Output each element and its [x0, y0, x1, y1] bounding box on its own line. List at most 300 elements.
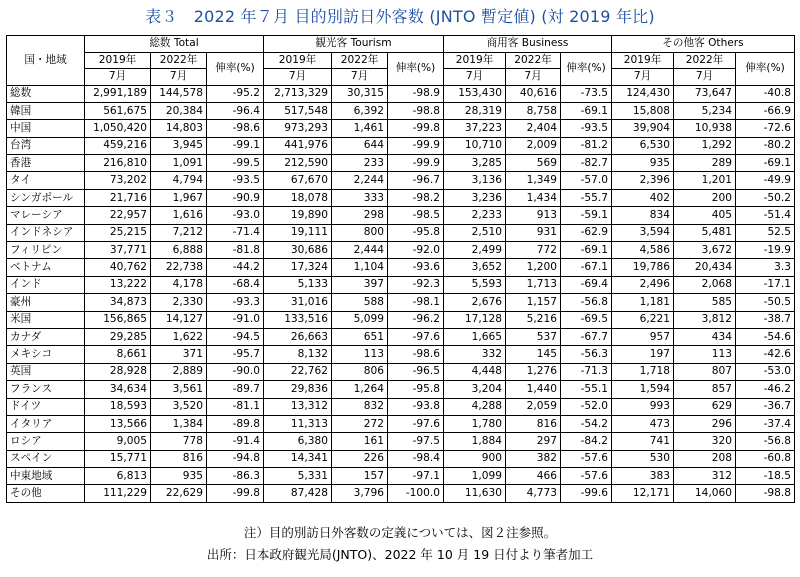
value-cell: 289 — [674, 155, 736, 172]
value-cell: 8,758 — [506, 102, 561, 119]
value-cell: 1,434 — [506, 189, 561, 206]
table-row — [7, 137, 795, 154]
value-cell: -57.6 — [561, 450, 612, 467]
value-cell: -91.4 — [207, 433, 264, 450]
region-header: 国・地域 — [7, 36, 85, 86]
value-cell: 2,444 — [332, 242, 388, 259]
value-cell: 2,009 — [506, 137, 561, 154]
value-cell: 216,810 — [85, 155, 151, 172]
value-cell: -99.8 — [388, 120, 444, 137]
month-header: 7月 — [444, 69, 506, 86]
value-cell: 1,091 — [151, 155, 207, 172]
table-row — [7, 468, 795, 485]
region-cell: シンガポール — [7, 189, 85, 206]
value-cell: -56.3 — [561, 346, 612, 363]
value-cell: -18.5 — [736, 468, 795, 485]
value-cell: -67.7 — [561, 328, 612, 345]
value-cell: 569 — [506, 155, 561, 172]
value-cell: 37,771 — [85, 242, 151, 259]
value-cell: -92.0 — [388, 242, 444, 259]
value-cell: 5,216 — [506, 311, 561, 328]
visitor-table — [6, 35, 795, 503]
value-cell: 537 — [506, 328, 561, 345]
value-cell: 405 — [674, 207, 736, 224]
value-cell: 585 — [674, 294, 736, 311]
value-cell: 18,078 — [264, 189, 332, 206]
value-cell: -98.2 — [388, 189, 444, 206]
year-header: 2019年 — [612, 52, 674, 69]
value-cell: 957 — [612, 328, 674, 345]
value-cell: -50.5 — [736, 294, 795, 311]
value-cell: 5,133 — [264, 276, 332, 293]
value-cell: 6,392 — [332, 102, 388, 119]
value-cell: 19,890 — [264, 207, 332, 224]
value-cell: 402 — [612, 189, 674, 206]
value-cell: 4,288 — [444, 398, 506, 415]
value-cell: 857 — [674, 381, 736, 398]
value-cell: 233 — [332, 155, 388, 172]
value-cell: 87,428 — [264, 485, 332, 502]
value-cell: 434 — [674, 328, 736, 345]
table-row — [7, 276, 795, 293]
value-cell: 935 — [612, 155, 674, 172]
value-cell: 15,771 — [85, 450, 151, 467]
table-row — [7, 259, 795, 276]
value-cell: 2,396 — [612, 172, 674, 189]
value-cell: -50.2 — [736, 189, 795, 206]
value-cell: 30,686 — [264, 242, 332, 259]
value-cell: -40.8 — [736, 85, 795, 102]
value-cell: 4,794 — [151, 172, 207, 189]
table-row — [7, 311, 795, 328]
value-cell: 973,293 — [264, 120, 332, 137]
table-row — [7, 381, 795, 398]
table-row — [7, 224, 795, 241]
value-cell: 17,324 — [264, 259, 332, 276]
value-cell: 6,530 — [612, 137, 674, 154]
value-cell: 34,634 — [85, 381, 151, 398]
value-cell: 13,222 — [85, 276, 151, 293]
value-cell: -69.1 — [736, 155, 795, 172]
value-cell: 29,285 — [85, 328, 151, 345]
value-cell: 3,594 — [612, 224, 674, 241]
value-cell: -62.9 — [561, 224, 612, 241]
value-cell: 22,629 — [151, 485, 207, 502]
value-cell: 2,068 — [674, 276, 736, 293]
value-cell: 1,461 — [332, 120, 388, 137]
month-header: 7月 — [506, 69, 561, 86]
value-cell: 651 — [332, 328, 388, 345]
value-cell: 1,718 — [612, 363, 674, 380]
value-cell: 40,762 — [85, 259, 151, 276]
value-cell: -95.8 — [388, 381, 444, 398]
value-cell: 3,136 — [444, 172, 506, 189]
value-cell: 145 — [506, 346, 561, 363]
value-cell: -99.9 — [388, 155, 444, 172]
value-cell: -69.4 — [561, 276, 612, 293]
value-cell: -49.9 — [736, 172, 795, 189]
value-cell: 332 — [444, 346, 506, 363]
region-cell: 台湾 — [7, 137, 85, 154]
value-cell: -71.3 — [561, 363, 612, 380]
value-cell: 816 — [151, 450, 207, 467]
value-cell: 6,813 — [85, 468, 151, 485]
table-body — [7, 85, 795, 502]
value-cell: 3,520 — [151, 398, 207, 415]
value-cell: 834 — [612, 207, 674, 224]
year-header: 2022年 — [332, 52, 388, 69]
value-cell: 156,865 — [85, 311, 151, 328]
region-cell: ロシア — [7, 433, 85, 450]
group-header-others: その他客 Others — [612, 36, 795, 53]
value-cell: 3,561 — [151, 381, 207, 398]
value-cell: 37,223 — [444, 120, 506, 137]
region-cell: イタリア — [7, 415, 85, 432]
value-cell: 4,586 — [612, 242, 674, 259]
value-cell: 29,836 — [264, 381, 332, 398]
value-cell: -99.1 — [207, 137, 264, 154]
value-cell: 900 — [444, 450, 506, 467]
value-cell: 25,215 — [85, 224, 151, 241]
value-cell: 20,384 — [151, 102, 207, 119]
value-cell: 197 — [612, 346, 674, 363]
value-cell: 1,099 — [444, 468, 506, 485]
value-cell: 40,616 — [506, 85, 561, 102]
value-cell: 7,212 — [151, 224, 207, 241]
value-cell: 200 — [674, 189, 736, 206]
value-cell: 3,812 — [674, 311, 736, 328]
month-header: 7月 — [85, 69, 151, 86]
table-row — [7, 398, 795, 415]
value-cell: -86.3 — [207, 468, 264, 485]
value-cell: 8,661 — [85, 346, 151, 363]
value-cell: 73,647 — [674, 85, 736, 102]
value-cell: -37.4 — [736, 415, 795, 432]
region-cell: 英国 — [7, 363, 85, 380]
region-cell: 中国 — [7, 120, 85, 137]
value-cell: 2,991,189 — [85, 85, 151, 102]
group-header-total: 総数 Total — [85, 36, 264, 53]
value-cell: 39,904 — [612, 120, 674, 137]
value-cell: 561,675 — [85, 102, 151, 119]
value-cell: 312 — [674, 468, 736, 485]
value-cell: 1,157 — [506, 294, 561, 311]
value-cell: -57.6 — [561, 468, 612, 485]
value-cell: 3.3 — [736, 259, 795, 276]
value-cell: 2,496 — [612, 276, 674, 293]
table-row — [7, 155, 795, 172]
value-cell: 67,670 — [264, 172, 332, 189]
value-cell: 298 — [332, 207, 388, 224]
value-cell: 144,578 — [151, 85, 207, 102]
value-cell: -96.2 — [388, 311, 444, 328]
value-cell: 466 — [506, 468, 561, 485]
value-cell: 371 — [151, 346, 207, 363]
value-cell: -80.2 — [736, 137, 795, 154]
value-cell: 212,590 — [264, 155, 332, 172]
value-cell: -66.9 — [736, 102, 795, 119]
value-cell: 28,319 — [444, 102, 506, 119]
table-row — [7, 485, 795, 502]
table-row — [7, 328, 795, 345]
value-cell: -96.4 — [207, 102, 264, 119]
month-header: 7月 — [332, 69, 388, 86]
region-cell: タイ — [7, 172, 85, 189]
value-cell: 1,665 — [444, 328, 506, 345]
month-header: 7月 — [612, 69, 674, 86]
value-cell: -98.1 — [388, 294, 444, 311]
value-cell: -99.8 — [207, 485, 264, 502]
value-cell: -89.8 — [207, 415, 264, 432]
value-cell: -98.8 — [736, 485, 795, 502]
value-cell: 3,204 — [444, 381, 506, 398]
value-cell: 2,404 — [506, 120, 561, 137]
value-cell: 1,349 — [506, 172, 561, 189]
value-cell: -51.4 — [736, 207, 795, 224]
value-cell: 6,380 — [264, 433, 332, 450]
value-cell: -93.3 — [207, 294, 264, 311]
value-cell: 6,221 — [612, 311, 674, 328]
value-cell: 15,808 — [612, 102, 674, 119]
region-cell: その他 — [7, 485, 85, 502]
value-cell: 6,888 — [151, 242, 207, 259]
value-cell: 1,276 — [506, 363, 561, 380]
value-cell: 3,796 — [332, 485, 388, 502]
value-cell: -89.7 — [207, 381, 264, 398]
region-cell: フランス — [7, 381, 85, 398]
rate-header: 伸率(%) — [736, 52, 795, 85]
region-cell: カナダ — [7, 328, 85, 345]
value-cell: -90.0 — [207, 363, 264, 380]
value-cell: -57.0 — [561, 172, 612, 189]
value-cell: 19,786 — [612, 259, 674, 276]
rate-header: 伸率(%) — [207, 52, 264, 85]
value-cell: 1,181 — [612, 294, 674, 311]
value-cell: 17,128 — [444, 311, 506, 328]
value-cell: 1,440 — [506, 381, 561, 398]
value-cell: -95.7 — [207, 346, 264, 363]
value-cell: -53.0 — [736, 363, 795, 380]
value-cell: -73.5 — [561, 85, 612, 102]
value-cell: -98.5 — [388, 207, 444, 224]
value-cell: 10,938 — [674, 120, 736, 137]
value-cell: -54.2 — [561, 415, 612, 432]
value-cell: 30,315 — [332, 85, 388, 102]
value-cell: 1,622 — [151, 328, 207, 345]
value-cell: 3,652 — [444, 259, 506, 276]
group-header-business: 商用客 Business — [444, 36, 612, 53]
value-cell: 34,873 — [85, 294, 151, 311]
value-cell: -92.3 — [388, 276, 444, 293]
value-cell: -97.5 — [388, 433, 444, 450]
value-cell: -82.7 — [561, 155, 612, 172]
region-cell: インドネシア — [7, 224, 85, 241]
value-cell: 530 — [612, 450, 674, 467]
value-cell: 2,330 — [151, 294, 207, 311]
region-cell: 米国 — [7, 311, 85, 328]
value-cell: 1,384 — [151, 415, 207, 432]
value-cell: 2,713,329 — [264, 85, 332, 102]
value-cell: -93.5 — [207, 172, 264, 189]
table-row — [7, 294, 795, 311]
value-cell: 5,331 — [264, 468, 332, 485]
value-cell: -99.6 — [561, 485, 612, 502]
value-cell: 931 — [506, 224, 561, 241]
value-cell: -68.4 — [207, 276, 264, 293]
value-cell: 1,616 — [151, 207, 207, 224]
table-row — [7, 433, 795, 450]
table-row — [7, 120, 795, 137]
value-cell: 4,178 — [151, 276, 207, 293]
value-cell: 111,229 — [85, 485, 151, 502]
month-header: 7月 — [264, 69, 332, 86]
value-cell: 806 — [332, 363, 388, 380]
value-cell: -96.7 — [388, 172, 444, 189]
value-cell: 161 — [332, 433, 388, 450]
region-cell: ベトナム — [7, 259, 85, 276]
value-cell: -46.2 — [736, 381, 795, 398]
value-cell: 14,803 — [151, 120, 207, 137]
value-cell: -38.7 — [736, 311, 795, 328]
value-cell: 12,171 — [612, 485, 674, 502]
value-cell: -97.1 — [388, 468, 444, 485]
value-cell: 10,710 — [444, 137, 506, 154]
value-cell: 4,448 — [444, 363, 506, 380]
value-cell: 741 — [612, 433, 674, 450]
value-cell: 8,132 — [264, 346, 332, 363]
region-cell: 豪州 — [7, 294, 85, 311]
value-cell: 1,292 — [674, 137, 736, 154]
value-cell: 113 — [674, 346, 736, 363]
value-cell: 153,430 — [444, 85, 506, 102]
value-cell: -93.0 — [207, 207, 264, 224]
value-cell: 2,499 — [444, 242, 506, 259]
value-cell: 644 — [332, 137, 388, 154]
value-cell: -42.6 — [736, 346, 795, 363]
value-cell: 22,738 — [151, 259, 207, 276]
value-cell: 272 — [332, 415, 388, 432]
region-cell: 中東地域 — [7, 468, 85, 485]
table-row — [7, 85, 795, 102]
value-cell: 778 — [151, 433, 207, 450]
rate-header: 伸率(%) — [561, 52, 612, 85]
value-cell: 1,780 — [444, 415, 506, 432]
region-cell: フィリピン — [7, 242, 85, 259]
region-cell: マレーシア — [7, 207, 85, 224]
value-cell: 14,341 — [264, 450, 332, 467]
value-cell: 124,430 — [612, 85, 674, 102]
value-cell: 2,233 — [444, 207, 506, 224]
footnotes — [0, 522, 800, 566]
year-header: 2022年 — [151, 52, 207, 69]
value-cell: 113 — [332, 346, 388, 363]
value-cell: 297 — [506, 433, 561, 450]
value-cell: -94.5 — [207, 328, 264, 345]
value-cell: -56.8 — [561, 294, 612, 311]
rate-header: 伸率(%) — [388, 52, 444, 85]
value-cell: 1,201 — [674, 172, 736, 189]
value-cell: 3,285 — [444, 155, 506, 172]
value-cell: 5,099 — [332, 311, 388, 328]
value-cell: -95.2 — [207, 85, 264, 102]
value-cell: -96.5 — [388, 363, 444, 380]
table-row — [7, 415, 795, 432]
region-cell: メキシコ — [7, 346, 85, 363]
year-header: 2022年 — [674, 52, 736, 69]
value-cell: -98.9 — [388, 85, 444, 102]
region-cell: ドイツ — [7, 398, 85, 415]
value-cell: 441,976 — [264, 137, 332, 154]
value-cell: 993 — [612, 398, 674, 415]
value-cell: 1,967 — [151, 189, 207, 206]
footnote-source: 出所：日本政府観光局(JNTO)、2022 年 10 月 19 日付より筆者加工 — [206, 547, 594, 562]
value-cell: 816 — [506, 415, 561, 432]
table-row — [7, 363, 795, 380]
table-row — [7, 207, 795, 224]
value-cell: -97.6 — [388, 415, 444, 432]
value-cell: -81.1 — [207, 398, 264, 415]
value-cell: 1,050,420 — [85, 120, 151, 137]
month-header: 7月 — [674, 69, 736, 86]
value-cell: -94.8 — [207, 450, 264, 467]
value-cell: -36.7 — [736, 398, 795, 415]
value-cell: -59.1 — [561, 207, 612, 224]
value-cell: -69.5 — [561, 311, 612, 328]
value-cell: 1,200 — [506, 259, 561, 276]
value-cell: 3,236 — [444, 189, 506, 206]
value-cell: 1,884 — [444, 433, 506, 450]
value-cell: 13,566 — [85, 415, 151, 432]
region-cell: 韓国 — [7, 102, 85, 119]
value-cell: -67.1 — [561, 259, 612, 276]
value-cell: 383 — [612, 468, 674, 485]
table-row — [7, 172, 795, 189]
value-cell: 208 — [674, 450, 736, 467]
value-cell: -55.1 — [561, 381, 612, 398]
value-cell: 517,548 — [264, 102, 332, 119]
value-cell: 2,889 — [151, 363, 207, 380]
table-row — [7, 450, 795, 467]
group-header-tourism: 観光客 Tourism — [264, 36, 444, 53]
region-cell: 総数 — [7, 85, 85, 102]
value-cell: 800 — [332, 224, 388, 241]
value-cell: -99.5 — [207, 155, 264, 172]
value-cell: -69.1 — [561, 102, 612, 119]
value-cell: 14,127 — [151, 311, 207, 328]
value-cell: 3,945 — [151, 137, 207, 154]
value-cell: 397 — [332, 276, 388, 293]
value-cell: 629 — [674, 398, 736, 415]
value-cell: 157 — [332, 468, 388, 485]
value-cell: 473 — [612, 415, 674, 432]
value-cell: -98.6 — [207, 120, 264, 137]
value-cell: 31,016 — [264, 294, 332, 311]
value-cell: -71.4 — [207, 224, 264, 241]
value-cell: -93.6 — [388, 259, 444, 276]
value-cell: 459,216 — [85, 137, 151, 154]
value-cell: 28,928 — [85, 363, 151, 380]
table-row — [7, 189, 795, 206]
value-cell: 21,716 — [85, 189, 151, 206]
value-cell: 772 — [506, 242, 561, 259]
region-cell: インド — [7, 276, 85, 293]
value-cell: -72.6 — [736, 120, 795, 137]
value-cell: 52.5 — [736, 224, 795, 241]
value-cell: 11,630 — [444, 485, 506, 502]
value-cell: -95.8 — [388, 224, 444, 241]
value-cell: -52.0 — [561, 398, 612, 415]
value-cell: 5,481 — [674, 224, 736, 241]
